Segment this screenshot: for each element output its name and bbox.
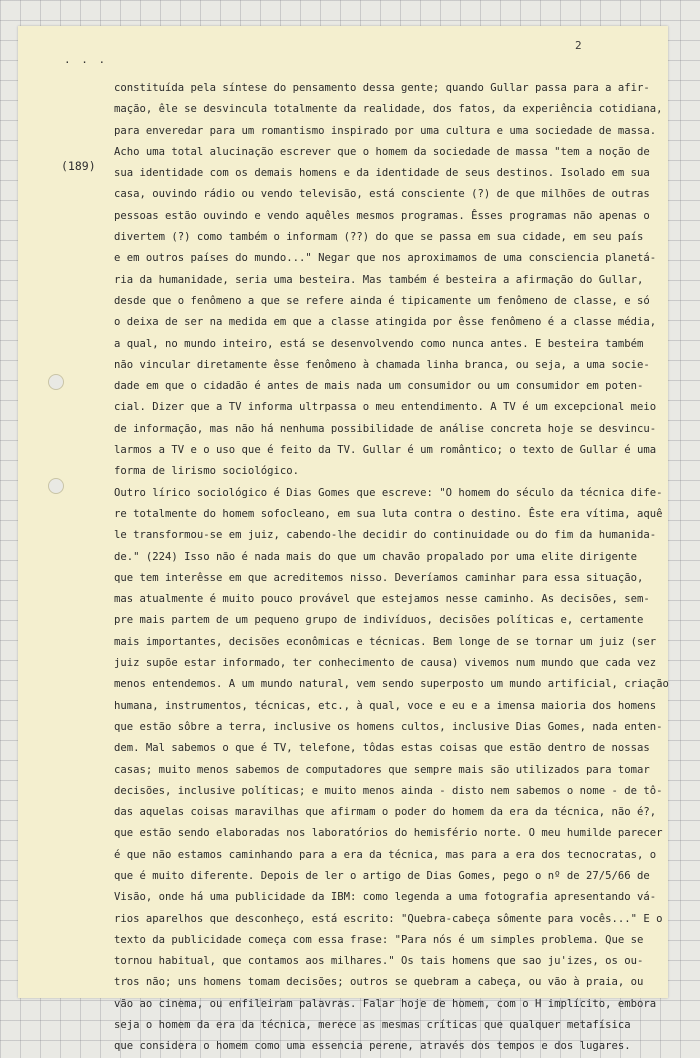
punch-hole <box>48 374 64 390</box>
decorative-dots: · · · <box>64 56 108 69</box>
text-line: que é muito diferente. Depois de ler o artigo de Dias Gomes, pego o nº de 27/5/66 de <box>114 869 650 882</box>
punch-hole <box>48 478 64 494</box>
text-line: sua identidade com os demais homens e da identidade de seus destinos. Isolado em sua <box>114 167 650 180</box>
text-line: tornou habitual, que contamos aos milhares." Os tais homens que sao ju'izes, os ou- <box>114 955 644 968</box>
text-line: que tem interêsse em que acreditemos nisso. Deveríamos caminhar para essa situação, <box>114 571 644 584</box>
text-line: decisões, inclusive políticas; e muito menos ainda - disto nem sabemos o nome - de tô- <box>114 784 663 797</box>
text-line: casa, ouvindo rádio ou vendo televisão, está consciente (?) de que milhões de outras <box>114 188 650 201</box>
text-line: das aquelas coisas maravilhas que afirmam o poder do homem da era da técnica, não é?, <box>114 806 657 819</box>
text-line: pessoas estão ouvindo e vendo aquêles mesmos programas. Êsses programas não apenas o <box>114 209 650 222</box>
text-line: que considera o homem como uma essencia perene, através dos tempos e dos lugares. <box>114 1040 631 1053</box>
text-line: de." (224) Isso não é nada mais do que um chavão propalado por uma elite dirigente <box>114 550 637 563</box>
text-line: re totalmente do homem sofocleano, em sua luta contra o destino. Êste era vítima, aquê <box>114 507 663 520</box>
text-line: Acho uma total alucinação escrever que o homem da sociedade de massa "tem a noção de <box>114 145 650 158</box>
text-line: mais importantes, decisões econômicas e técnicas. Bem longe de se tornar um juiz (ser <box>114 635 657 648</box>
text-line: e em outros países do mundo..." Negar que nos aproximamos de uma consciencia planetá- <box>114 252 657 265</box>
text-line: divertem (?) como também o informam (??) do que se passa em sua cidade, em seu país <box>114 231 644 244</box>
text-line: larmos a TV e o uso que é feito da TV. Gullar é um romântico; o texto de Gullar é uma <box>114 444 657 457</box>
page-number: 2 <box>575 39 582 52</box>
text-line: texto da publicidade começa com essa frase: "Para nós é um simples problema. Que se <box>114 933 644 946</box>
text-line: dem. Mal sabemos o que é TV, telefone, tôdas estas coisas que estão dentro de nossas <box>114 742 650 755</box>
text-line: para enveredar para um romantismo inspirado por uma cultura e uma sociedade de massa. <box>114 124 657 137</box>
text-line: é que não estamos caminhando para a era da técnica, mas para a era dos tecnocratas, o <box>114 848 657 861</box>
text-line: dade em que o cidadão é antes de mais nada um consumidor ou um consumidor em poten- <box>114 380 644 393</box>
text-line: cial. Dizer que a TV informa ultrpassa o meu entendimento. A TV é um excepcional meio <box>114 401 657 414</box>
text-line: forma de lirismo sociológico. <box>114 465 299 478</box>
text-line: mas atualmente é muito pouco provável que estejamos nesse caminho. As decisões, sem- <box>114 593 650 606</box>
text-line: juiz supõe estar informado, ter conhecimento de causa) vivemos num mundo que cada vez <box>114 657 657 670</box>
text-line: Outro lírico sociológico é Dias Gomes que escreve: "O homem do século da técnica dife- <box>114 486 663 499</box>
text-line: a qual, no mundo inteiro, está se desenvolvendo como nunca antes. E besteira também <box>114 337 644 350</box>
text-line: seja o homem da era da técnica, merece as mesmas críticas que qualquer metafísica <box>114 1019 631 1032</box>
text-line: constituída pela síntese do pensamento dessa gente; quando Gullar passa para a afir- <box>114 82 650 94</box>
text-line: o deixa de ser na medida em que a classe atingida por êsse fenômeno é a classe média, <box>114 316 657 329</box>
text-line: que estão sôbre a terra, inclusive os homens cultos, inclusive Dias Gomes, nada enten- <box>114 720 663 733</box>
text-line: tros não; uns homens tomam decisões; outros se quebram a cabeça, ou vão à praia, ou <box>114 976 644 989</box>
text-line: desde que o fenômeno a que se refere ainda é tipicamente um fenômeno de classe, e só <box>114 294 650 307</box>
text-line: que estão sendo elaboradas nos laboratórios do hemisfério norte. O meu humilde parecer <box>114 827 663 840</box>
text-line: ria da humanidade, seria uma besteira. Mas também é besteira a afirmação do Gullar, <box>114 273 644 286</box>
text-line: humana, instrumentos, técnicas, etc., à qual, voce e eu e a imensa maioria dos homens <box>114 699 657 712</box>
paper-sheet <box>18 26 669 1053</box>
margin-note: (189) <box>61 159 96 173</box>
text-line: Visão, onde há uma publicidade da IBM: como legenda a uma fotografia apresentando vá- <box>114 891 657 904</box>
text-line: de informação, mas não há nenhuma possibilidade de análise concreta hoje se desvincu- <box>114 422 657 435</box>
text-line: menos entendemos. A um mundo natural, vem sendo superposto um mundo artificial, criação <box>114 678 669 691</box>
text-line: rios aparelhos que desconheço, está escrito: "Quebra-cabeça sômente para vocês..." E o <box>114 912 663 925</box>
text-line: casas; muito menos sabemos de computadores que sempre mais são utilizados para tomar <box>114 763 650 776</box>
text-line: pre mais partem de um pequeno grupo de indivíduos, decisões políticas e, certamente <box>114 614 644 627</box>
text-line: não vincular diretamente êsse fenômeno à chamada linha branca, ou seja, a uma socie- <box>114 358 650 371</box>
text-line: le transformou-se em juiz, cabendo-lhe decidir do continuidade ou do fim da humanida- <box>114 529 657 542</box>
text-line: mação, êle se desvincula totalmente da realidade, dos fatos, da experiência cotidiana, <box>114 103 663 116</box>
text-line: vão ao cinema, ou enfileiram palavras. Falar hoje de homem, com o H implícito, embora <box>114 997 657 1010</box>
typed-body-text <box>114 78 669 1058</box>
